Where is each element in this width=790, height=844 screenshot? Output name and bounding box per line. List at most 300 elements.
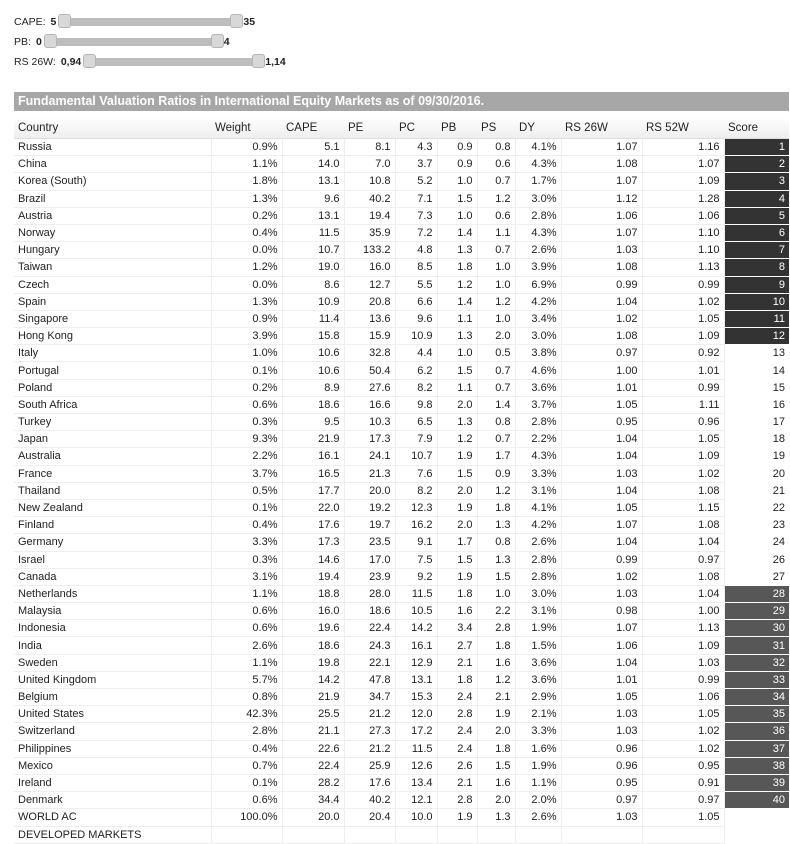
score-badge: 15 bbox=[724, 379, 789, 396]
cell-dy: 6.9% bbox=[515, 276, 561, 293]
cell-cape: 18.6 bbox=[282, 637, 344, 654]
cell-pb: 1.0 bbox=[437, 345, 477, 362]
cell-dy: 1.6% bbox=[515, 740, 561, 757]
cell-rs-52w: 1.10 bbox=[642, 224, 724, 241]
cell-pb: 2.1 bbox=[437, 654, 477, 671]
cell-dy: 1.7% bbox=[515, 173, 561, 190]
cell-dy: 2.8% bbox=[515, 568, 561, 585]
cell-pc: 4.8 bbox=[395, 242, 437, 259]
cell-dy: 4.3% bbox=[515, 448, 561, 465]
cell-ps: 1.6 bbox=[477, 774, 515, 791]
cell-pb: 1.4 bbox=[437, 224, 477, 241]
cell-weight: 0.6% bbox=[211, 396, 282, 413]
score-badge: 6 bbox=[724, 224, 789, 241]
table-row bbox=[14, 499, 789, 516]
cell-cape: 10.6 bbox=[282, 362, 344, 379]
cell-weight: 1.8% bbox=[211, 173, 282, 190]
cell-country: Taiwan bbox=[14, 259, 211, 276]
table-row bbox=[14, 207, 789, 224]
table-row bbox=[14, 568, 789, 585]
cell-country: Belgium bbox=[14, 689, 211, 706]
cell-rs-26w: 1.12 bbox=[561, 190, 642, 207]
cell-country: DEVELOPED MARKETS bbox=[14, 826, 211, 843]
cell-pc: 7.2 bbox=[395, 224, 437, 241]
cell-weight: 1.3% bbox=[211, 293, 282, 310]
cell-country: Japan bbox=[14, 431, 211, 448]
cell-rs-26w: 1.03 bbox=[561, 465, 642, 482]
cell-ps: 2.8 bbox=[477, 620, 515, 637]
cell-pc: 6.6 bbox=[395, 293, 437, 310]
cell-cape: 16.0 bbox=[282, 603, 344, 620]
cell-cape: 14.2 bbox=[282, 671, 344, 688]
cell-ps: 0.7 bbox=[477, 242, 515, 259]
cell-weight: 1.3% bbox=[211, 190, 282, 207]
cell-rs-26w: 1.08 bbox=[561, 156, 642, 173]
cell-rs-52w: 1.02 bbox=[642, 293, 724, 310]
score-badge: 13 bbox=[724, 345, 789, 362]
cell-rs-52w: 0.97 bbox=[642, 551, 724, 568]
cell-rs-52w: 1.15 bbox=[642, 499, 724, 516]
cell-weight: 3.3% bbox=[211, 534, 282, 551]
cell-ps: 0.7 bbox=[477, 431, 515, 448]
cell-pb: 2.4 bbox=[437, 689, 477, 706]
cell-pe: 22.1 bbox=[344, 654, 395, 671]
table-row bbox=[14, 826, 789, 843]
score-badge: 2 bbox=[724, 156, 789, 173]
cell-cape: 19.4 bbox=[282, 568, 344, 585]
cell-dy: 3.8% bbox=[515, 345, 561, 362]
cell-ps: 1.2 bbox=[477, 671, 515, 688]
cell-rs-26w: 1.07 bbox=[561, 517, 642, 534]
column-header-pb[interactable]: PB bbox=[437, 117, 477, 139]
cell-ps: 1.2 bbox=[477, 293, 515, 310]
table-row bbox=[14, 689, 789, 706]
cell-weight: 3.7% bbox=[211, 465, 282, 482]
cell-dy: 3.3% bbox=[515, 723, 561, 740]
cell-pe: 21.2 bbox=[344, 740, 395, 757]
cell-dy: 3.6% bbox=[515, 654, 561, 671]
table-row bbox=[14, 431, 789, 448]
cell-weight: 0.2% bbox=[211, 379, 282, 396]
cell-dy: 4.2% bbox=[515, 293, 561, 310]
table-row bbox=[14, 156, 789, 173]
column-header-weight[interactable]: Weight bbox=[211, 117, 282, 139]
cell-rs-26w: 1.03 bbox=[561, 242, 642, 259]
table-row bbox=[14, 637, 789, 654]
cell-rs-26w: 0.99 bbox=[561, 551, 642, 568]
cell-weight: 42.3% bbox=[211, 706, 282, 723]
cell-ps bbox=[477, 826, 515, 843]
cell-cape: 34.4 bbox=[282, 792, 344, 809]
cell-rs-52w: 1.02 bbox=[642, 723, 724, 740]
table-row bbox=[14, 723, 789, 740]
score-badge: 36 bbox=[724, 723, 789, 740]
cell-pe: 10.8 bbox=[344, 173, 395, 190]
cell-country: Turkey bbox=[14, 414, 211, 431]
table-title: Fundamental Valuation Ratios in International Equity Markets as of 09/30/2016. bbox=[14, 92, 789, 111]
cell-rs-26w: 1.07 bbox=[561, 620, 642, 637]
cell-rs-26w: 1.08 bbox=[561, 328, 642, 345]
cell-ps: 1.2 bbox=[477, 482, 515, 499]
cell-pb: 1.5 bbox=[437, 465, 477, 482]
cell-cape: 10.9 bbox=[282, 293, 344, 310]
cell-rs-26w: 0.96 bbox=[561, 757, 642, 774]
cell-ps: 1.9 bbox=[477, 706, 515, 723]
cell-pe: 47.8 bbox=[344, 671, 395, 688]
cell-rs-26w: 1.07 bbox=[561, 224, 642, 241]
cell-rs-52w: 1.28 bbox=[642, 190, 724, 207]
cape-max-handle[interactable] bbox=[230, 14, 243, 28]
cell-pe: 16.0 bbox=[344, 259, 395, 276]
cell-pb: 1.8 bbox=[437, 259, 477, 276]
cell-rs-26w: 0.95 bbox=[561, 414, 642, 431]
score-badge: 1 bbox=[724, 139, 789, 156]
cell-pb: 2.8 bbox=[437, 706, 477, 723]
column-header-score[interactable]: Score bbox=[724, 117, 789, 139]
cell-rs-26w: 0.97 bbox=[561, 345, 642, 362]
cell-rs-26w: 1.06 bbox=[561, 207, 642, 224]
column-header-cape[interactable]: CAPE bbox=[282, 117, 344, 139]
cell-pb: 1.1 bbox=[437, 379, 477, 396]
cell-cape: 17.3 bbox=[282, 534, 344, 551]
cell-dy: 2.6% bbox=[515, 242, 561, 259]
cell-country: Singapore bbox=[14, 310, 211, 327]
cell-cape: 19.0 bbox=[282, 259, 344, 276]
table-row bbox=[14, 517, 789, 534]
table-row bbox=[14, 414, 789, 431]
cell-pb: 1.2 bbox=[437, 431, 477, 448]
column-header-ps[interactable]: PS bbox=[477, 117, 515, 139]
cell-weight: 0.4% bbox=[211, 224, 282, 241]
cell-rs-26w: 1.03 bbox=[561, 706, 642, 723]
cell-dy: 3.1% bbox=[515, 482, 561, 499]
cell-pc: 8.2 bbox=[395, 482, 437, 499]
column-header-rs-52w[interactable]: RS 52W bbox=[642, 117, 724, 139]
cell-rs-52w: 1.09 bbox=[642, 637, 724, 654]
cell-cape: 16.1 bbox=[282, 448, 344, 465]
cell-dy: 2.1% bbox=[515, 706, 561, 723]
cell-pb: 1.3 bbox=[437, 242, 477, 259]
cell-weight: 9.3% bbox=[211, 431, 282, 448]
rs26w-slider[interactable] bbox=[14, 54, 286, 70]
cell-cape: 21.9 bbox=[282, 431, 344, 448]
cell-pe: 10.3 bbox=[344, 414, 395, 431]
table-row bbox=[14, 551, 789, 568]
cape-min-handle[interactable] bbox=[58, 14, 71, 28]
cell-country: Hungary bbox=[14, 242, 211, 259]
cell-cape: 21.9 bbox=[282, 689, 344, 706]
cell-weight: 100.0% bbox=[211, 809, 282, 826]
cell-cape: 5.1 bbox=[282, 139, 344, 156]
cell-ps: 1.6 bbox=[477, 654, 515, 671]
cell-country: Mexico bbox=[14, 757, 211, 774]
cell-pb: 1.3 bbox=[437, 328, 477, 345]
cell-country: France bbox=[14, 465, 211, 482]
cell-ps: 1.4 bbox=[477, 396, 515, 413]
cell-pe: 20.4 bbox=[344, 809, 395, 826]
cell-country: Israel bbox=[14, 551, 211, 568]
cell-ps: 1.0 bbox=[477, 310, 515, 327]
column-header-rs-26w[interactable]: RS 26W bbox=[561, 117, 642, 139]
cell-pe: 8.1 bbox=[344, 139, 395, 156]
table-row bbox=[14, 706, 789, 723]
cell-pb: 2.7 bbox=[437, 637, 477, 654]
cell-pc: 12.1 bbox=[395, 792, 437, 809]
cell-pe: 24.3 bbox=[344, 637, 395, 654]
cell-ps: 1.5 bbox=[477, 568, 515, 585]
cell-weight: 0.8% bbox=[211, 689, 282, 706]
column-header-dy[interactable]: DY bbox=[515, 117, 561, 139]
cell-ps: 1.2 bbox=[477, 190, 515, 207]
cell-country: Australia bbox=[14, 448, 211, 465]
cell-dy: 1.9% bbox=[515, 620, 561, 637]
cell-cape: 17.7 bbox=[282, 482, 344, 499]
rs26w-min-value: 0,94 bbox=[60, 56, 82, 68]
cell-pb: 1.9 bbox=[437, 499, 477, 516]
score-badge: 35 bbox=[724, 706, 789, 723]
cell-pe: 23.5 bbox=[344, 534, 395, 551]
score-badge: 31 bbox=[724, 637, 789, 654]
cell-cape: 16.5 bbox=[282, 465, 344, 482]
cell-rs-52w: 0.99 bbox=[642, 379, 724, 396]
score-badge: 11 bbox=[724, 310, 789, 327]
cell-pb: 0.9 bbox=[437, 156, 477, 173]
cell-pc: 7.9 bbox=[395, 431, 437, 448]
score-badge: 7 bbox=[724, 242, 789, 259]
cell-pb: 1.4 bbox=[437, 293, 477, 310]
score-badge: 16 bbox=[724, 396, 789, 413]
cell-country: Russia bbox=[14, 139, 211, 156]
cell-pc: 15.3 bbox=[395, 689, 437, 706]
cell-pb bbox=[437, 826, 477, 843]
cell-pb: 0.9 bbox=[437, 139, 477, 156]
cell-pc: 10.0 bbox=[395, 809, 437, 826]
score-badge: 22 bbox=[724, 499, 789, 516]
cell-ps: 0.9 bbox=[477, 465, 515, 482]
cell-pe: 22.4 bbox=[344, 620, 395, 637]
cell-pc: 13.4 bbox=[395, 774, 437, 791]
cell-pc: 12.9 bbox=[395, 654, 437, 671]
cell-rs-26w: 1.04 bbox=[561, 448, 642, 465]
rs26w-track[interactable] bbox=[87, 58, 259, 66]
rs26w-min-handle[interactable] bbox=[83, 54, 96, 68]
cell-cape: 15.8 bbox=[282, 328, 344, 345]
column-header-pc[interactable]: PC bbox=[395, 117, 437, 139]
cell-country: Norway bbox=[14, 224, 211, 241]
cell-country: Indonesia bbox=[14, 620, 211, 637]
table-row bbox=[14, 293, 789, 310]
cell-dy: 3.6% bbox=[515, 671, 561, 688]
cell-rs-52w: 0.92 bbox=[642, 345, 724, 362]
cell-pb: 1.8 bbox=[437, 671, 477, 688]
cell-pb: 2.0 bbox=[437, 396, 477, 413]
score-badge: 12 bbox=[724, 328, 789, 345]
pb-track[interactable] bbox=[48, 38, 218, 46]
cell-rs-26w: 1.03 bbox=[561, 585, 642, 602]
table-row bbox=[14, 379, 789, 396]
cell-pc: 7.6 bbox=[395, 465, 437, 482]
cell-ps: 1.3 bbox=[477, 517, 515, 534]
cell-dy: 4.6% bbox=[515, 362, 561, 379]
rs26w-max-handle[interactable] bbox=[252, 54, 265, 68]
cell-rs-52w bbox=[642, 826, 724, 843]
cell-rs-26w: 1.08 bbox=[561, 259, 642, 276]
cell-rs-52w: 1.02 bbox=[642, 740, 724, 757]
cell-ps: 1.1 bbox=[477, 224, 515, 241]
cell-dy: 3.4% bbox=[515, 310, 561, 327]
cell-pc: 4.3 bbox=[395, 139, 437, 156]
cell-ps: 0.7 bbox=[477, 379, 515, 396]
cell-pc: 9.6 bbox=[395, 310, 437, 327]
cell-weight: 2.2% bbox=[211, 448, 282, 465]
cell-pc: 9.1 bbox=[395, 534, 437, 551]
cell-pc: 6.5 bbox=[395, 414, 437, 431]
cape-min-value: 5 bbox=[50, 16, 57, 28]
cell-country: Netherlands bbox=[14, 585, 211, 602]
cell-pe: 18.6 bbox=[344, 603, 395, 620]
cell-rs-26w: 1.04 bbox=[561, 431, 642, 448]
pb-min-handle[interactable] bbox=[44, 34, 57, 48]
cell-pb: 2.1 bbox=[437, 774, 477, 791]
score-badge: 4 bbox=[724, 190, 789, 207]
table-row bbox=[14, 603, 789, 620]
cell-weight: 0.9% bbox=[211, 139, 282, 156]
cell-weight: 0.1% bbox=[211, 499, 282, 516]
cell-country: Hong Kong bbox=[14, 328, 211, 345]
cell-pc: 10.9 bbox=[395, 328, 437, 345]
score-badge: 32 bbox=[724, 654, 789, 671]
cell-ps: 0.6 bbox=[477, 156, 515, 173]
cell-rs-52w: 1.04 bbox=[642, 585, 724, 602]
cell-rs-26w: 1.02 bbox=[561, 568, 642, 585]
cape-slider[interactable] bbox=[14, 14, 255, 30]
cell-weight: 1.1% bbox=[211, 156, 282, 173]
table-row bbox=[14, 448, 789, 465]
cell-rs-26w: 1.03 bbox=[561, 809, 642, 826]
cell-dy: 2.8% bbox=[515, 414, 561, 431]
cell-country: South Africa bbox=[14, 396, 211, 413]
cell-rs-52w: 0.99 bbox=[642, 671, 724, 688]
cell-rs-52w: 1.05 bbox=[642, 809, 724, 826]
cell-rs-26w: 0.99 bbox=[561, 276, 642, 293]
cell-dy: 4.1% bbox=[515, 499, 561, 516]
cell-pb: 1.7 bbox=[437, 534, 477, 551]
score-badge: 10 bbox=[724, 293, 789, 310]
cell-cape: 11.4 bbox=[282, 310, 344, 327]
cell-rs-26w: 1.01 bbox=[561, 379, 642, 396]
score-badge: 18 bbox=[724, 431, 789, 448]
cell-ps: 0.7 bbox=[477, 173, 515, 190]
cell-rs-52w: 1.11 bbox=[642, 396, 724, 413]
cell-ps: 2.0 bbox=[477, 792, 515, 809]
cell-pb: 1.5 bbox=[437, 362, 477, 379]
rs26w-label: RS 26W: bbox=[14, 56, 56, 68]
score-badge: 8 bbox=[724, 259, 789, 276]
cell-country: WORLD AC bbox=[14, 809, 211, 826]
cell-weight: 2.8% bbox=[211, 723, 282, 740]
table-row bbox=[14, 310, 789, 327]
pb-max-handle[interactable] bbox=[211, 34, 224, 48]
cell-pb: 2.0 bbox=[437, 517, 477, 534]
cell-rs-52w: 0.97 bbox=[642, 792, 724, 809]
score-badge: 40 bbox=[724, 792, 789, 809]
score-badge: 26 bbox=[724, 551, 789, 568]
cell-country: Austria bbox=[14, 207, 211, 224]
cell-country: Switzerland bbox=[14, 723, 211, 740]
cell-pe: 19.7 bbox=[344, 517, 395, 534]
table-row bbox=[14, 362, 789, 379]
pb-max-value: 4 bbox=[223, 36, 230, 48]
cell-dy: 2.6% bbox=[515, 809, 561, 826]
cape-track[interactable] bbox=[62, 18, 237, 26]
cell-country: United Kingdom bbox=[14, 671, 211, 688]
cell-pb: 2.4 bbox=[437, 740, 477, 757]
cell-cape: 14.6 bbox=[282, 551, 344, 568]
cell-pe: 13.6 bbox=[344, 310, 395, 327]
cell-pe: 28.0 bbox=[344, 585, 395, 602]
cell-country: Italy bbox=[14, 345, 211, 362]
cell-dy: 2.2% bbox=[515, 431, 561, 448]
score-badge: 19 bbox=[724, 448, 789, 465]
cell-pc: 17.2 bbox=[395, 723, 437, 740]
cell-pe: 133.2 bbox=[344, 242, 395, 259]
header-row bbox=[14, 117, 789, 139]
score-badge: 27 bbox=[724, 568, 789, 585]
cell-pc: 8.5 bbox=[395, 259, 437, 276]
cell-rs-26w: 1.01 bbox=[561, 671, 642, 688]
cell-ps: 0.8 bbox=[477, 534, 515, 551]
cell-cape: 8.9 bbox=[282, 379, 344, 396]
cell-pc: 13.1 bbox=[395, 671, 437, 688]
cell-rs-26w: 1.07 bbox=[561, 173, 642, 190]
table-row bbox=[14, 190, 789, 207]
cell-weight: 3.1% bbox=[211, 568, 282, 585]
column-header-country[interactable]: Country bbox=[14, 117, 211, 139]
cell-country: Sweden bbox=[14, 654, 211, 671]
cell-weight: 0.6% bbox=[211, 792, 282, 809]
cell-rs-52w: 1.05 bbox=[642, 310, 724, 327]
cell-weight: 0.0% bbox=[211, 242, 282, 259]
cape-max-value: 35 bbox=[243, 16, 256, 28]
score-badge bbox=[724, 826, 789, 843]
cell-pe: 23.9 bbox=[344, 568, 395, 585]
cell-pe: 25.9 bbox=[344, 757, 395, 774]
cell-pb: 1.5 bbox=[437, 551, 477, 568]
score-badge: 33 bbox=[724, 671, 789, 688]
cell-ps: 1.7 bbox=[477, 448, 515, 465]
cell-pb: 1.0 bbox=[437, 207, 477, 224]
table-row bbox=[14, 774, 789, 791]
cell-dy: 2.9% bbox=[515, 689, 561, 706]
cell-ps: 1.3 bbox=[477, 809, 515, 826]
cell-cape: 22.0 bbox=[282, 499, 344, 516]
table-row bbox=[14, 139, 789, 156]
column-header-pe[interactable]: PE bbox=[344, 117, 395, 139]
cell-dy: 1.1% bbox=[515, 774, 561, 791]
cell-rs-52w: 0.95 bbox=[642, 757, 724, 774]
cell-ps: 1.8 bbox=[477, 499, 515, 516]
cell-pb: 1.0 bbox=[437, 173, 477, 190]
pb-slider[interactable] bbox=[14, 34, 230, 50]
cell-weight: 1.2% bbox=[211, 259, 282, 276]
cell-dy bbox=[515, 826, 561, 843]
cell-cape: 21.1 bbox=[282, 723, 344, 740]
cell-cape: 22.4 bbox=[282, 757, 344, 774]
table-row bbox=[14, 585, 789, 602]
cell-rs-52w: 0.99 bbox=[642, 276, 724, 293]
valuation-table bbox=[14, 117, 789, 844]
table-row bbox=[14, 654, 789, 671]
